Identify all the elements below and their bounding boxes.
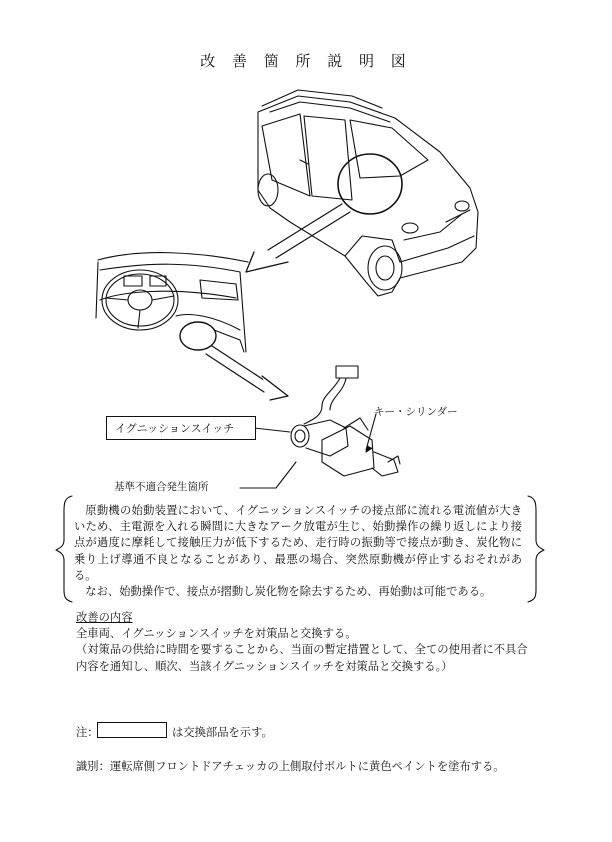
improvement-line: 全車両、イグニッションスイッチを対策品と交換する。 (76, 627, 357, 640)
improvement-line: （対策品の供給に時間を要することから、当面の暫定措置として、全ての使用者に不具合内容を通知し、順次、当該イグニッションスイッチを対策品と交換する。） (76, 643, 528, 673)
dashboard-illustration (96, 253, 248, 352)
replacement-part-legend-box (97, 722, 167, 738)
page-title: 改 善 箇 所 説 明 図 (200, 52, 412, 70)
ignition-switch-label: イグニッションスイッチ (106, 416, 256, 440)
improvement-body (76, 626, 536, 675)
ignition-switch-illustration (291, 366, 400, 476)
description-paragraph: なお、始動操作で、接点が摺動し炭化物を除去するため、再始動は可能である。 (85, 585, 492, 599)
key-cylinder-label: キー・シリンダー (374, 406, 458, 418)
improvement-heading: 改善の内容 (76, 611, 133, 624)
car-illustration (258, 90, 478, 296)
nonconformity-location-label: 基準不適合発生箇所 (114, 481, 209, 493)
defect-description (74, 503, 522, 600)
note-prefix: 注： (76, 726, 99, 739)
description-paragraph: 原動機の始動装置において、イグニッションスイッチの接点部に流れる電流値が大きいため、主電源を入れる瞬間に大きなアーク放電が生じ、始動操作の繰り返しにより接点が過度に摩耗して接触圧力が低下するため、走行時の振動等で接点が動き、炭化物に乗り上げ導通不良となることがあり、最悪の場合、突然原動機が停止するおそれがある。 (74, 504, 522, 582)
note-suffix: は交換部品を示す。 (172, 726, 273, 739)
identification-note: 識別：運転席側フロントドアチェッカの上側取付ボルトに黄色ペイントを塗布する。 (76, 760, 505, 773)
